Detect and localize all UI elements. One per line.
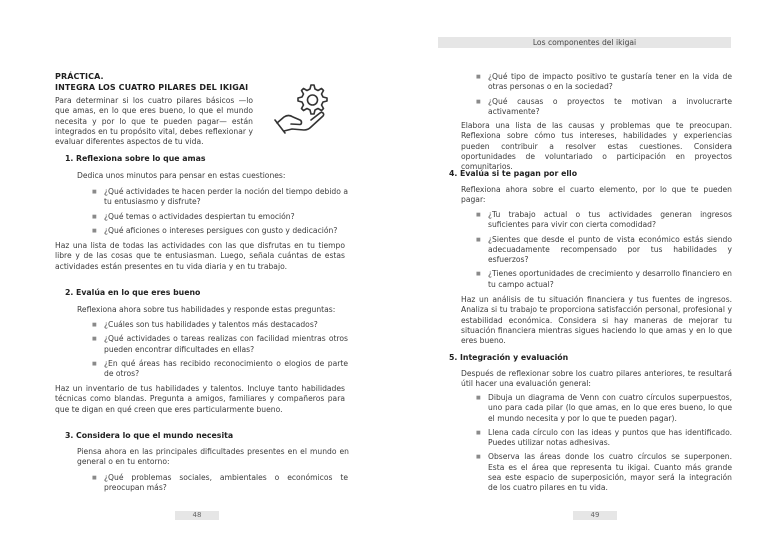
practice-title [55, 72, 285, 93]
hand-gear-icon [273, 79, 335, 141]
section-3-heading [65, 431, 365, 441]
list-item: ■ Observa las áreas donde los cuatro círculos se superponen. Esta es el área que representa tu ikigai. Cuanto más grande sea este espacio de superposición, mayor será la integración de los cuatro pilares en tu vida. [476, 452, 732, 493]
running-header: Los componentes del ikigai [438, 37, 731, 48]
section-1-bullets [92, 187, 348, 236]
list-item: ■ ¿Tu trabajo actual o tus actividades generan ingresos suficientes para vivir con cierta comodidad? [476, 210, 732, 231]
list-item: ■ ¿Qué actividades te hacen perder la noción del tiempo debido a tu entusiasmo y disfrute? [92, 187, 348, 208]
section-4-number: 4. [449, 169, 458, 178]
list-item: ■ ¿Qué problemas sociales, ambientales o económicos te preocupan más? [92, 473, 348, 494]
section-3-title: Considera lo que el mundo necesita [76, 431, 234, 440]
list-item: ■ Llena cada círculo con las ideas y puntos que has identificado. Puedes utilizar notas adhesivas. [476, 428, 732, 449]
list-item: ■ ¿Qué tipo de impacto positivo te gustaría tener en la vida de otras personas o en la sociedad? [476, 72, 732, 93]
section-1-heading [65, 154, 365, 164]
section-4-lead: Reflexiona ahora sobre el cuarto elemento, por lo que te pueden pagar: [461, 185, 732, 205]
section-1-lead: Dedica unos minutos para pensar en estas cuestiones: [77, 171, 286, 180]
page-number-left: 48 [175, 511, 219, 520]
section-2-bullets [92, 320, 348, 379]
section-3-bullets-cont [476, 72, 732, 117]
section-2-lead: Reflexiona ahora sobre tus habilidades y responde estas preguntas: [77, 305, 336, 314]
section-4-heading [449, 169, 749, 179]
section-1-number: 1. [65, 154, 74, 163]
section-5-title: Integración y evaluación [460, 353, 569, 362]
title-line-1: PRÁCTICA. [55, 72, 104, 81]
section-5-bullets [476, 393, 732, 494]
list-item: ■ Dibuja un diagrama de Venn con cuatro círculos superpuestos, uno para cada pilar (lo que amas, en lo que eres bueno, lo que el mundo necesita y por lo que te pueden pagar). [476, 393, 732, 424]
section-5-heading [449, 353, 749, 363]
list-item: ■ ¿Qué temas o actividades despiertan tu emoción? [92, 212, 348, 222]
section-3-lead: Piensa ahora en las principales dificultades presentes en el mundo en general o en tu entorno: [77, 447, 349, 467]
list-item: ■ ¿Qué causas o proyectos te motivan a involucrarte activamente? [476, 97, 732, 118]
section-1-title: Reflexiona sobre lo que amas [76, 154, 206, 163]
left-page [0, 0, 390, 549]
title-line-2: INTEGRA LOS CUATRO PILARES DEL IKIGAI [55, 82, 249, 92]
section-3-body: Elabora una lista de las causas y problemas que te preocupan. Reflexiona sobre cómo tus intereses, habilidades y experiencias pueden contribuir a resolver estas cuestiones. Considera oportunidades de voluntariado o participación en proyectos comunitarios. [461, 121, 732, 172]
right-page [390, 0, 781, 549]
section-5-number: 5. [449, 353, 458, 362]
list-item: ■ ¿En qué áreas has recibido reconocimiento o elogios de parte de otros? [92, 359, 348, 380]
section-2-body: Haz un inventario de tus habilidades y talentos. Incluye tanto habilidades técnicas como blandas. Pregunta a amigos, familiares y compañeros para que te digan en qué creen que eres particularmente bueno. [55, 384, 345, 414]
section-5-lead: Después de reflexionar sobre los cuatro pilares anteriores, te resultará útil hacer una evaluación general: [461, 369, 732, 389]
list-item: ■ ¿Cuáles son tus habilidades y talentos más destacados? [92, 320, 348, 330]
section-2-heading [65, 288, 365, 298]
page-number-right: 49 [573, 511, 617, 520]
section-4-body: Haz un análisis de tu situación financiera y tus fuentes de ingresos. Analiza si tu trabajo te proporciona satisfacción personal, profesional y estabilidad económica. Considera si hay maneras de mejorar tu situación financiera mientras sigues haciendo lo que amas y en lo que eres bueno. [461, 295, 732, 346]
section-4-bullets [476, 210, 732, 290]
section-2-title: Evalúa en lo que eres bueno [76, 288, 201, 297]
section-4-title: Evalúa si te pagan por ello [460, 169, 578, 178]
section-3-bullets [92, 473, 348, 494]
list-item: ■ ¿Sientes que desde el punto de vista económico estás siendo adecuadamente recompensado por tus habilidades y esfuerzos? [476, 235, 732, 266]
section-3-number: 3. [65, 431, 74, 440]
list-item: ■ ¿Qué actividades o tareas realizas con facilidad mientras otros pueden encontrar dificultades en ellas? [92, 334, 348, 355]
list-item: ■ ¿Tienes oportunidades de crecimiento y desarrollo financiero en tu campo actual? [476, 269, 732, 290]
list-item: ■ ¿Qué aficiones o intereses persigues con gusto y dedicación? [92, 226, 348, 236]
intro-paragraph: Para determinar si los cuatro pilares básicos —lo que amas, en lo que eres bueno, lo que el mundo necesita y por lo que te pueden pagar— están integrados en tu propósito vital, debes reflexionar y evaluar diferentes aspectos de tu vida. [55, 96, 253, 147]
section-1-body: Haz una lista de todas las actividades con las que disfrutas en tu tiempo libre y de las cosas que te entusiasman. Luego, señala cuántas de estas actividades están presentes en tu vida diaria y en tu trabajo. [55, 241, 345, 271]
section-2-number: 2. [65, 288, 74, 297]
